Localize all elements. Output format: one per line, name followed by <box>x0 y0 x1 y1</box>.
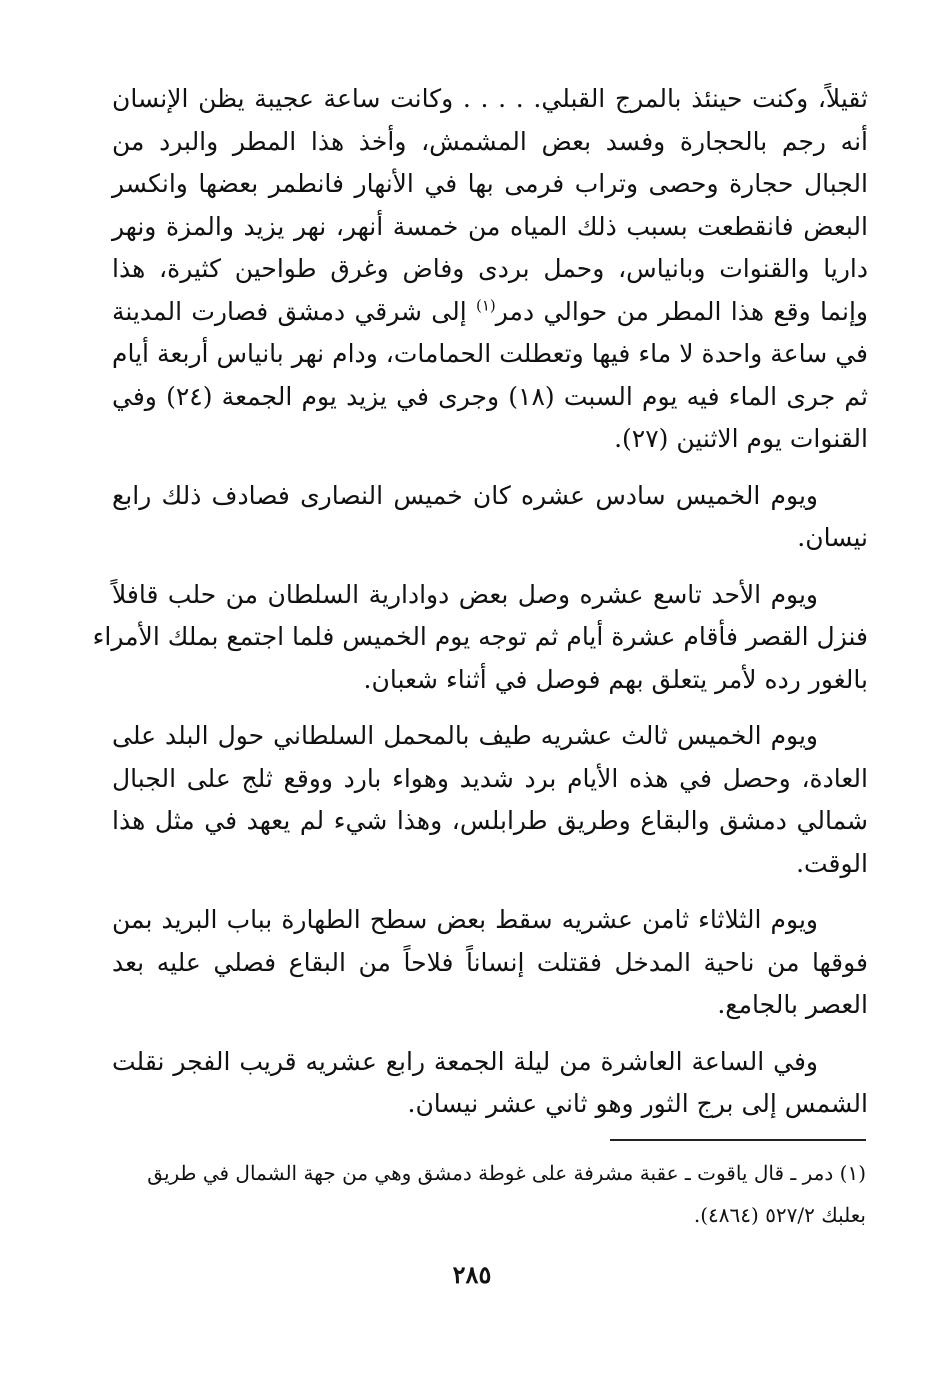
main-text <box>92 78 868 1140</box>
footnote <box>118 1152 866 1236</box>
footnote-line: (١) دمر ـ قال ياقوت ـ عقبة مشرفة على غوطة دمشق وهي من جهة الشمال في طريق <box>147 1161 866 1185</box>
text-line: العصر بالجامع. <box>717 990 868 1019</box>
text-line: ويوم الخميس ثالث عشريه طيف بالمحمل السلطاني حول البلد على <box>112 721 818 750</box>
text-line: فوقها من ناحية المدخل فقتلت إنساناً فلاحاً من البقاع فصلي عليه بعد <box>112 947 868 977</box>
text-line: الجبال حجارة وحصى وتراب فرمى بها في الأنهار فانطمر بعضها وانكسر <box>112 169 868 198</box>
footnote-reference: (١) <box>475 296 496 315</box>
text-line: في ساعة واحدة لا ماء فيها وتعطلت الحمامات، ودام نهر بانياس أربعة أيام <box>112 339 868 368</box>
paragraph-3 <box>92 574 868 702</box>
paragraph-4 <box>112 715 868 885</box>
text-line: ثم جرى الماء فيه يوم السبت (١٨) وجرى في يزيد يوم الجمعة (٢٤) وفي <box>112 381 868 411</box>
paragraph-1 <box>112 78 868 461</box>
text-line: داريا والقنوات وبانياس، وحمل بردى وفاض وغرق طواحين كثيرة، هذا <box>112 254 868 283</box>
paragraph-5 <box>112 899 868 1027</box>
text-line: بالغور رده لأمر يتعلق بهم فوصل في أثناء شعبان. <box>363 664 868 694</box>
text-line: شمالي دمشق والبقاع وطريق طرابلس، وهذا شيء لم يعهد في مثل هذا <box>112 806 868 835</box>
text-line: ويوم الأحد تاسع عشره وصل بعض دوادارية السلطان من حلب قافلاً <box>112 579 818 609</box>
page-number: ٢٨٥ <box>452 1260 492 1289</box>
paragraph-6 <box>112 1041 868 1126</box>
text-line: وفي الساعة العاشرة من ليلة الجمعة رابع عشريه قريب الفجر نقلت <box>112 1046 818 1076</box>
text-line: أنه رجم بالحجارة وفسد بعض المشمش، وأخذ هذا المطر والبرد من <box>112 126 868 156</box>
text-segment: إلى شرقي دمشق فصارت المدينة <box>112 296 476 326</box>
text-line: فنزل القصر فأقام عشرة أيام ثم توجه يوم الخميس فلما اجتمع بملك الأمراء <box>92 622 868 651</box>
text-line: العادة، وحصل في هذه الأيام برد شديد وهواء بارد ووقع ثلج على الجبال <box>112 763 868 793</box>
text-line: الشمس إلى برج الثور وهو ثاني عشر نيسان. <box>407 1089 868 1118</box>
text-line: القنوات يوم الاثنين (٢٧). <box>614 424 868 453</box>
text-line: ويوم الثلاثاء ثامن عشريه سقط بعض سطح الطهارة بباب البريد بمن <box>112 905 818 934</box>
text-line: ويوم الخميس سادس عشره كان خميس النصارى فصادف ذلك رابع <box>112 480 818 510</box>
footnote-line: بعلبك ٥٢٧/٢ (٤٨٦٤). <box>693 1203 866 1227</box>
footnote-separator <box>610 1139 866 1141</box>
text-line: نيسان. <box>797 523 868 552</box>
text-line: البعض فانقطعت بسبب ذلك المياه من خمسة أنهر، نهر يزيد والمزة ونهر <box>112 211 868 241</box>
text-segment: وإنما وقع هذا المطر من حوالي دمر <box>495 296 868 326</box>
text-line: الوقت. <box>796 848 868 878</box>
text-line: ثقيلاً، وكنت حينئذ بالمرج القبلي. . . . . وكانت ساعة عجيبة يظن الإنسان <box>112 84 868 113</box>
text-line-with-footnote <box>112 291 868 334</box>
paragraph-2 <box>112 475 868 560</box>
